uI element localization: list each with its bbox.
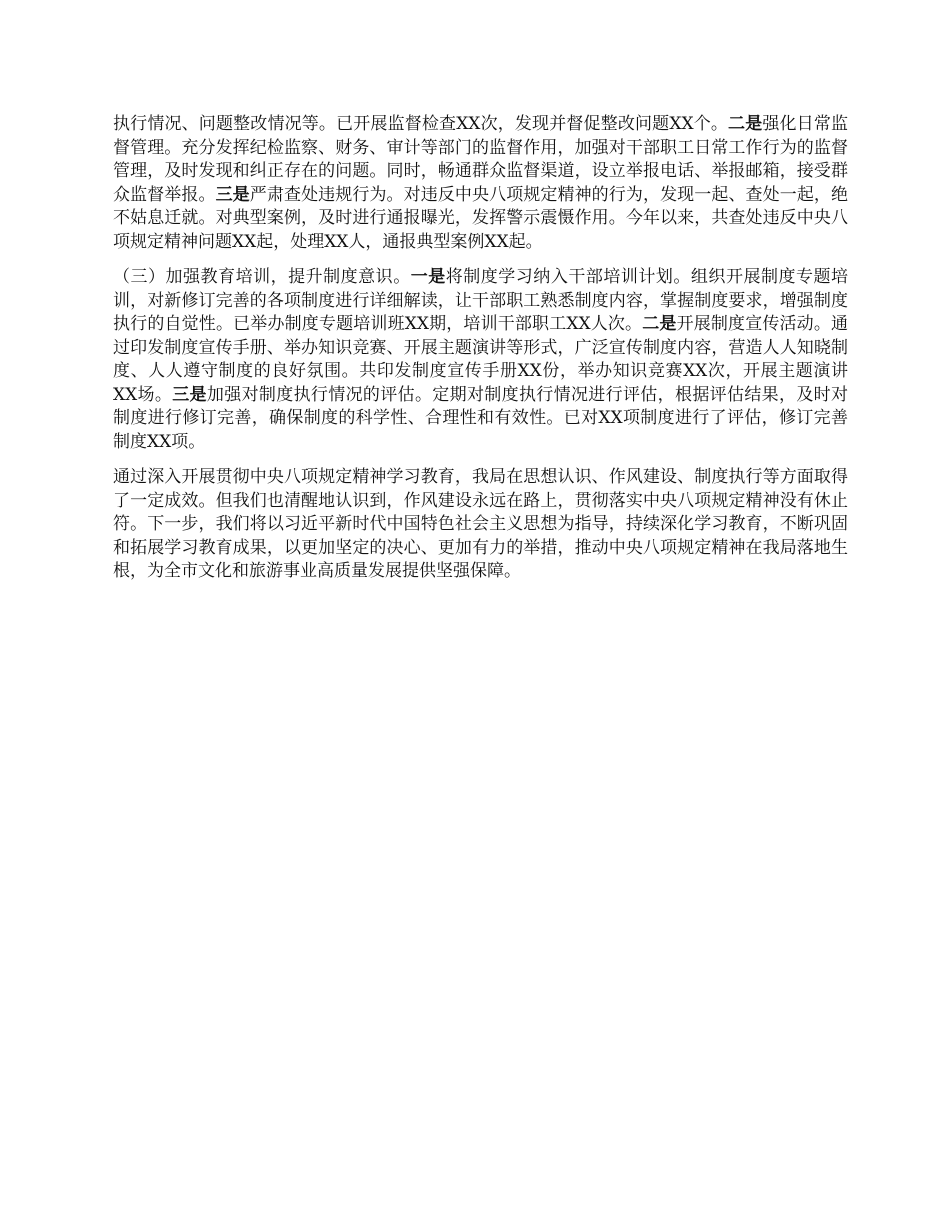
text-run: 通过深入开展贯彻中央八项规定精神学习教育，我局在思想认识、作风建设、制度执行等方面取得了一定成效。但我们也清醒地认识到，作风建设永远在路上，贯彻落实中央八项规定精神没有休止符。下一步，我们将以习近平新时代中国特色社会主义思想为指导，持续深化学习教育，不断巩固和拓展学习教育成果，以更加坚定的决心、更加有力的举措，推动中央八项规定精神在我局落地生根，为全市文化和旅游事业高质量发展提供坚强保障。 — [113, 467, 848, 581]
section-heading-three: （三）加强教育培训，提升制度意识。 — [113, 267, 411, 287]
text-run: 开展制度宣传活动。通过印发制度宣传手册、举办知识竞赛、开展主题演讲等形式，广泛宣传制度内容，营造人人知晓制度、人人遵守制度的良好氛围。共印发制度宣传手册XX份，举办知识竞赛XX次，开展主题演讲XX场。 — [113, 314, 849, 405]
bold-marker-first: 一是 — [410, 267, 446, 287]
document-body — [113, 113, 848, 596]
paragraph-conclusion — [113, 466, 848, 584]
paragraph-education-training — [113, 266, 848, 454]
text-run: 强化日常监督管理。充分发挥纪检监察、财务、审计等部门的监督作用，加强对干部职工日常工作行为的监督管理，及时发现和纠正存在的问题。同时，畅通群众监督渠道，设立举报电话、举报邮箱，接受群众监督举报。 — [113, 114, 849, 205]
bold-marker-second: 二是 — [728, 114, 763, 134]
text-run: 严肃查处违规行为。对违反中央八项规定精神的行为，发现一起、查处一起，绝不姑息迁就。对典型案例，及时进行通报曝光，发挥警示震慑作用。今年以来，共查处违反中央八项规定精神问题XX起，处理XX人，通报典型案例XX起。 — [113, 184, 849, 252]
bold-marker-third: 三是 — [215, 184, 250, 205]
text-run: 加强对制度执行情况的评估。定期对制度执行情况进行评估，根据评估结果，及时对制度进行修订完善，确保制度的科学性、合理性和有效性。已对XX项制度进行了评估，修订完善制度XX项。 — [113, 384, 849, 452]
text-run: 将制度学习纳入干部培训计划。组织开展制度专题培训，对新修订完善的各项制度进行详细解读，让干部职工熟悉制度内容，掌握制度要求，增强制度执行的自觉性。已举办制度专题培训班XX期，培训干部职工XX人次。 — [113, 267, 849, 334]
bold-marker-second: 二是 — [642, 314, 677, 334]
bold-marker-third: 三是 — [172, 384, 207, 405]
paragraph-supervision — [113, 113, 848, 254]
text-run: 执行情况、问题整改情况等。已开展监督检查XX次，发现并督促整改问题XX个。 — [113, 114, 729, 134]
